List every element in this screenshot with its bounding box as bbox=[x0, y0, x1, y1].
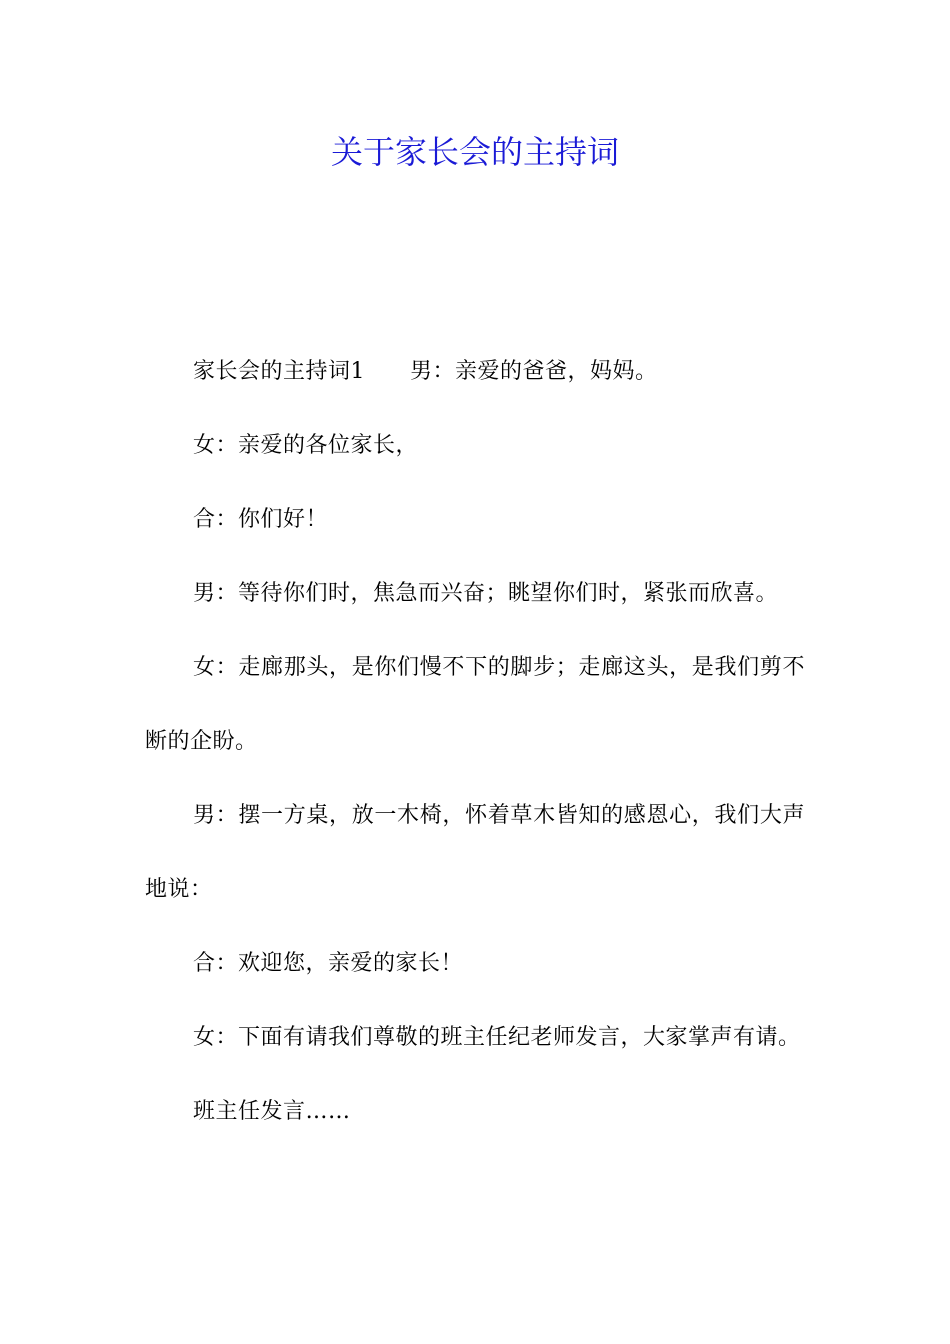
document-body bbox=[145, 335, 805, 1149]
paragraph-teacher-speech: 班主任发言…… bbox=[193, 1099, 351, 1124]
paragraph-joint-greeting: 合：你们好！ bbox=[193, 507, 329, 532]
paragraph-female-greeting: 女：亲爱的各位家长， bbox=[193, 433, 419, 458]
paragraph-joint-welcome: 合：欢迎您，亲爱的家长！ bbox=[193, 951, 464, 976]
paragraph-male-waiting: 男：等待你们时，焦急而兴奋；眺望你们时，紧张而欣喜。 bbox=[193, 581, 779, 606]
paragraph-female-corridor: 女：走廊那头，是你们慢不下的脚步；走廊这头，是我们剪不断的企盼。 bbox=[145, 655, 805, 754]
paragraph-male-table: 男：摆一方桌，放一木椅，怀着草木皆知的感恩心，我们大声地说： bbox=[145, 803, 805, 902]
paragraph-female-invite: 女：下面有请我们尊敬的班主任纪老师发言，大家掌声有请。 bbox=[193, 1025, 801, 1050]
paragraph-intro: 家长会的主持词1 男：亲爱的爸爸，妈妈。 bbox=[193, 359, 658, 384]
document-title: 关于家长会的主持词 bbox=[330, 133, 619, 171]
